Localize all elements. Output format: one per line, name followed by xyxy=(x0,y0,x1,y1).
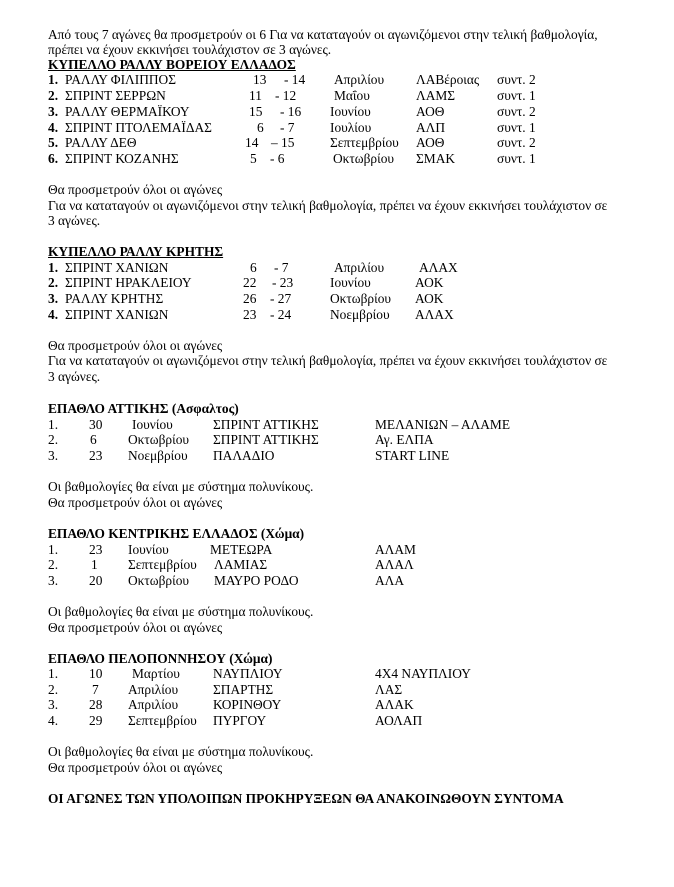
peloponnese-note-2: Θα προσμετρούν όλοι οι αγώνες xyxy=(48,760,223,775)
event-name: ΣΠΡΙΝΤ ΣΕΡΡΩΝ xyxy=(65,88,166,103)
closing-announcement: ΟΙ ΑΓΩΝΕΣ ΤΩΝ ΥΠΟΛΟΙΠΩΝ ΠΡΟΚΗΡΥΞΕΩΝ ΘΑ ΑΝΑΚΟΙΝΩΘΟΥΝ ΣΥΝΤΟΜΑ xyxy=(48,791,564,806)
event-month: Ιουνίου xyxy=(330,275,371,290)
row-number: 2. xyxy=(48,682,59,697)
row-number: 4. xyxy=(48,120,59,135)
date-end: - 14 xyxy=(284,72,306,87)
event-month: Μαρτίου xyxy=(132,666,180,681)
row-number: 1. xyxy=(48,260,59,275)
organizer-club: ΛΑΣ xyxy=(375,682,403,697)
date-start: 14 xyxy=(245,135,259,150)
event-day: 20 xyxy=(89,573,103,588)
organizer-club: Αγ. ΕΛΠΑ xyxy=(375,432,434,447)
event-month: Απριλίου xyxy=(128,682,179,697)
north-section-title: ΚΥΠΕΛΛΟ ΡΑΛΛΥ ΒΟΡΕΙΟΥ ΕΛΛΑΔΟΣ xyxy=(48,57,296,72)
event-day: 6 xyxy=(90,432,97,447)
organizer-club: START LINE xyxy=(375,448,450,463)
event-month: Ιουνίου xyxy=(132,417,173,432)
date-end: - 23 xyxy=(272,275,294,290)
event-name: ΛΑΜΙΑΣ xyxy=(214,557,268,572)
event-month: Ιουλίου xyxy=(330,120,372,135)
date-start: 6 xyxy=(257,120,264,135)
event-name: ΚΟΡΙΝΘΟΥ xyxy=(213,697,282,712)
north-note-1: Θα προσμετρούν όλοι οι αγώνες xyxy=(48,182,223,197)
date-end: - 16 xyxy=(280,104,302,119)
event-name: ΜΑΥΡΟ ΡΟΔΟ xyxy=(214,573,299,588)
event-name: ΡΑΛΛΥ ΦΙΛΙΠΠΟΣ xyxy=(65,72,177,87)
date-end: - 24 xyxy=(270,307,292,322)
central-note-1: Οι βαθμολογίες θα είναι με σύστημα πολυνίκους. xyxy=(48,604,314,619)
north-row xyxy=(0,120,674,135)
date-end: - 12 xyxy=(275,88,297,103)
event-day: 10 xyxy=(89,666,103,681)
organizer-club: ΑΟΘ xyxy=(416,104,445,119)
north-note-2: Για να καταταγούν οι αγωνιζόμενοι στην τελική βαθμολογία, πρέπει να έχουν εκκινήσει τουλάχιστον σε xyxy=(48,198,608,213)
event-name: ΡΑΛΛΥ ΘΕΡΜΑΪΚΟΥ xyxy=(65,104,190,119)
event-name: ΣΠΡΙΝΤ ΚΟΖΑΝΗΣ xyxy=(65,151,179,166)
north-note-3: 3 αγώνες. xyxy=(48,213,101,228)
attica-note-1: Οι βαθμολογίες θα είναι με σύστημα πολυνίκους. xyxy=(48,479,314,494)
event-name: ΠΑΛΑΔΙΟ xyxy=(213,448,275,463)
organizer-club: ΛΑΒέροιας xyxy=(416,72,480,87)
event-day: 7 xyxy=(92,682,99,697)
event-day: 28 xyxy=(89,697,103,712)
row-number: 4. xyxy=(48,713,59,728)
date-start: 26 xyxy=(243,291,257,306)
event-month: Ιουνίου xyxy=(330,104,371,119)
date-start: 5 xyxy=(250,151,257,166)
organizer-club: ΑΟΚ xyxy=(415,275,444,290)
date-end: - 7 xyxy=(280,120,295,135)
event-month: Οκτωβρίου xyxy=(330,291,392,306)
event-day: 1 xyxy=(91,557,98,572)
crete-note-2: Για να καταταγούν οι αγωνιζόμενοι στην τελική βαθμολογία, πρέπει να έχουν εκκινήσει τουλάχιστον σε xyxy=(48,353,608,368)
peloponnese-row xyxy=(0,666,674,681)
row-number: 1. xyxy=(48,417,59,432)
peloponnese-section-title: ΕΠΑΘΛΟ ΠΕΛΟΠΟΝΝΗΣΟΥ (Χώμα) xyxy=(48,651,273,666)
row-number: 1. xyxy=(48,72,59,87)
row-number: 3. xyxy=(48,697,59,712)
central-row xyxy=(0,557,674,572)
crete-row xyxy=(0,275,674,290)
row-number: 6. xyxy=(48,151,59,166)
row-number: 1. xyxy=(48,666,59,681)
row-number: 5. xyxy=(48,135,59,150)
event-name: ΣΠΡΙΝΤ ΠΤΟΛΕΜΑΪΔΑΣ xyxy=(65,120,212,135)
row-number: 1. xyxy=(48,542,59,557)
coefficient: συντ. 1 xyxy=(497,88,536,103)
event-day: 29 xyxy=(89,713,103,728)
event-month: Σεπτεμβρίου xyxy=(128,557,197,572)
date-start: 11 xyxy=(249,88,262,103)
crete-section-title: ΚΥΠΕΛΛΟ ΡΑΛΛΥ ΚΡΗΤΗΣ xyxy=(48,244,224,259)
event-month: Απριλίου xyxy=(334,260,385,275)
date-start: 13 xyxy=(253,72,267,87)
organizer-club: ΑΟΚ xyxy=(415,291,444,306)
attica-note-2: Θα προσμετρούν όλοι οι αγώνες xyxy=(48,495,223,510)
event-name: ΝΑΥΠΛΙΟΥ xyxy=(213,666,283,681)
attica-section-title: ΕΠΑΘΛΟ ΑΤΤΙΚΗΣ (Ασφαλτος) xyxy=(48,401,239,416)
row-number: 2. xyxy=(48,275,59,290)
central-note-2: Θα προσμετρούν όλοι οι αγώνες xyxy=(48,620,223,635)
event-month: Νοεμβρίου xyxy=(330,307,390,322)
date-end: - 7 xyxy=(274,260,289,275)
organizer-club: ΑΟΘ xyxy=(416,135,445,150)
row-number: 3. xyxy=(48,448,59,463)
crete-note-3: 3 αγώνες. xyxy=(48,369,101,384)
coefficient: συντ. 2 xyxy=(497,135,536,150)
crete-note-1: Θα προσμετρούν όλοι οι αγώνες xyxy=(48,338,223,353)
crete-row xyxy=(0,260,674,275)
event-day: 23 xyxy=(89,542,103,557)
event-name: ΣΠΡΙΝΤ ΗΡΑΚΛΕΙΟΥ xyxy=(65,275,192,290)
event-day: 30 xyxy=(89,417,103,432)
date-start: 22 xyxy=(243,275,257,290)
date-start: 15 xyxy=(249,104,263,119)
coefficient: συντ. 1 xyxy=(497,120,536,135)
organizer-club: ΑΛΑΧ xyxy=(419,260,458,275)
date-end: - 27 xyxy=(270,291,292,306)
coefficient: συντ. 2 xyxy=(497,104,536,119)
north-row xyxy=(0,151,674,166)
row-number: 2. xyxy=(48,432,59,447)
event-month: Οκτωβρίου xyxy=(128,573,190,588)
intro-line-1: Από τους 7 αγώνες θα προσμετρούν οι 6 Για να καταταγούν οι αγωνιζόμενοι στην τελική βαθμολογία, xyxy=(48,27,598,42)
crete-row xyxy=(0,307,674,322)
north-row xyxy=(0,104,674,119)
central-section-title: ΕΠΑΘΛΟ ΚΕΝΤΡΙΚΗΣ ΕΛΛΑΔΟΣ (Χώμα) xyxy=(48,526,305,541)
event-name: ΣΠΑΡΤΗΣ xyxy=(213,682,274,697)
coefficient: συντ. 2 xyxy=(497,72,536,87)
date-end: - 6 xyxy=(270,151,285,166)
event-name: ΡΑΛΛΥ ΚΡΗΤΗΣ xyxy=(65,291,164,306)
row-number: 3. xyxy=(48,573,59,588)
central-row xyxy=(0,573,674,588)
row-number: 3. xyxy=(48,291,59,306)
event-month: Μαΐου xyxy=(334,88,370,103)
date-start: 23 xyxy=(243,307,257,322)
attica-row xyxy=(0,448,674,463)
central-row xyxy=(0,542,674,557)
event-month: Σεπτεμβρίου xyxy=(128,713,197,728)
organizer-club: ΛΑΜΣ xyxy=(416,88,456,103)
organizer-club: ΑΛΑΧ xyxy=(415,307,454,322)
event-month: Οκτωβρίου xyxy=(128,432,190,447)
event-name: ΡΑΛΛΥ ΔΕΘ xyxy=(65,135,137,150)
organizer-club: ΑΟΛΑΠ xyxy=(375,713,423,728)
peloponnese-note-1: Οι βαθμολογίες θα είναι με σύστημα πολυνίκους. xyxy=(48,744,314,759)
event-day: 23 xyxy=(89,448,103,463)
row-number: 3. xyxy=(48,104,59,119)
organizer-club: ΑΛΑ xyxy=(375,573,405,588)
crete-row xyxy=(0,291,674,306)
row-number: 2. xyxy=(48,88,59,103)
event-name: ΣΠΡΙΝΤ ΑΤΤΙΚΗΣ xyxy=(213,417,319,432)
coefficient: συντ. 1 xyxy=(497,151,536,166)
peloponnese-row xyxy=(0,682,674,697)
intro-line-2: πρέπει να έχουν εκκινήσει τουλάχιστον σε 3 αγώνες. xyxy=(48,42,332,57)
row-number: 4. xyxy=(48,307,59,322)
event-name: ΜΕΤΕΩΡΑ xyxy=(210,542,273,557)
event-month: Ιουνίου xyxy=(128,542,169,557)
organizer-club: 4Χ4 ΝΑΥΠΛΙΟΥ xyxy=(375,666,471,681)
event-month: Σεπτεμβρίου xyxy=(330,135,399,150)
organizer-club: ΑΛΑΜ xyxy=(375,542,416,557)
event-name: ΣΠΡΙΝΤ ΧΑΝΙΩΝ xyxy=(65,307,169,322)
organizer-club: ΜΕΛΑΝΙΩΝ – ΑΛΑΜΕ xyxy=(375,417,511,432)
event-month: Οκτωβρίου xyxy=(333,151,395,166)
event-month: Απριλίου xyxy=(334,72,385,87)
north-row xyxy=(0,135,674,150)
organizer-club: ΣΜΑΚ xyxy=(416,151,456,166)
north-row xyxy=(0,72,674,87)
attica-row xyxy=(0,417,674,432)
organizer-club: ΑΛΑΚ xyxy=(375,697,414,712)
organizer-club: ΑΛΑΛ xyxy=(375,557,414,572)
attica-row xyxy=(0,432,674,447)
organizer-club: ΑΛΠ xyxy=(416,120,446,135)
event-name: ΣΠΡΙΝΤ ΑΤΤΙΚΗΣ xyxy=(213,432,319,447)
event-name: ΠΥΡΓΟΥ xyxy=(213,713,267,728)
event-month: Απριλίου xyxy=(128,697,179,712)
event-month: Νοεμβρίου xyxy=(128,448,188,463)
peloponnese-row xyxy=(0,697,674,712)
row-number: 2. xyxy=(48,557,59,572)
date-start: 6 xyxy=(250,260,257,275)
peloponnese-row xyxy=(0,713,674,728)
event-name: ΣΠΡΙΝΤ ΧΑΝΙΩΝ xyxy=(65,260,169,275)
north-row xyxy=(0,88,674,103)
date-end: – 15 xyxy=(271,135,295,150)
